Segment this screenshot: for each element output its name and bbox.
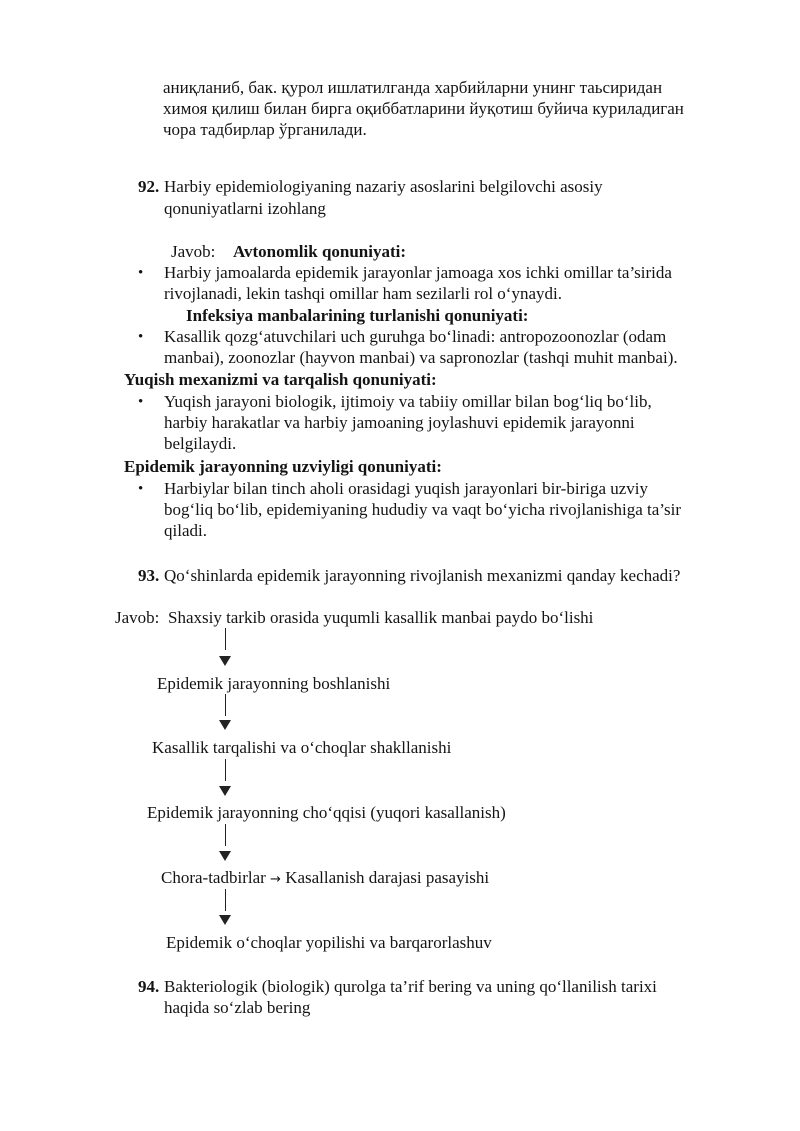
- intro-line: химоя қилиш билан бирга оқиббатларини йуқотиш буйича куриладиган: [163, 99, 684, 118]
- bullet-line: harbiy harakatlar va harbiy jamoaning joylashuvi epidemik jarayonni: [164, 413, 635, 432]
- section-heading: Epidemik jarayonning uzviyligi qonuniyati:: [124, 457, 442, 476]
- bullet-line: qiladi.: [164, 521, 207, 540]
- arrow-down-icon: [219, 656, 231, 666]
- flow-connector: [225, 628, 226, 650]
- question-text-line: Bakteriologik (biologik) qurolga ta’rif bering va uning qoʻllanilish tarixi: [164, 977, 657, 996]
- bullet-text: [164, 391, 652, 454]
- question-number: 93.: [138, 566, 160, 585]
- bullet-text: [164, 262, 672, 304]
- answer-label: Javob:: [171, 242, 216, 261]
- flow-connector: [225, 694, 226, 716]
- arrow-down-icon: [219, 786, 231, 796]
- bullet-text: [164, 326, 678, 368]
- bullet-line: manbai), zoonozlar (hayvon manbai) va sapronozlar (tashqi muhit manbai).: [164, 348, 678, 367]
- bullet-text: [164, 478, 681, 541]
- intro-paragraph: [163, 77, 763, 140]
- intro-line: аниқланиб, бак. қурол ишлатилганда харбийларни унинг таьсиридан: [163, 78, 663, 97]
- question-text-line: haqida soʻzlab bering: [164, 998, 311, 1017]
- flow-step: [161, 867, 489, 890]
- flow-step: Shaxsiy tarkib orasida yuqumli kasallik manbai paydo boʻlishi: [168, 608, 594, 627]
- question-text-line: Qoʻshinlarda epidemik jarayonning rivojlanish mexanizmi qanday kechadi?: [164, 566, 681, 585]
- bullet-line: Harbiy jamoalarda epidemik jarayonlar jamoaga xos ichki omillar ta’sirida: [164, 263, 672, 282]
- bullet-icon: •: [138, 265, 144, 281]
- flow-connector: [225, 889, 226, 911]
- bullet-icon: •: [138, 329, 144, 345]
- bullet-line: Yuqish jarayoni biologik, ijtimoiy va tabiiy omillar bilan bogʻliq boʻlib,: [164, 392, 652, 411]
- question-number: 94.: [138, 977, 160, 996]
- question-number: 92.: [138, 177, 160, 196]
- flow-step: Epidemik jarayonning boshlanishi: [157, 674, 391, 693]
- bullet-line: rivojlanadi, lekin tashqi omillar ham sezilarli rol oʻynaydi.: [164, 284, 562, 303]
- arrow-down-icon: [219, 915, 231, 925]
- question-text-line: qonuniyatlarni izohlang: [164, 199, 326, 218]
- flow-step-part: Kasallanish darajasi pasayishi: [285, 868, 490, 887]
- bullet-line: belgilaydi.: [164, 434, 237, 453]
- bullet-icon: •: [138, 394, 144, 410]
- section-heading: Avtonomlik qonuniyati:: [233, 242, 407, 261]
- flow-connector: [225, 759, 226, 781]
- bullet-icon: •: [138, 481, 144, 497]
- flow-connector: [225, 824, 226, 846]
- flow-answer-label: Javob:: [115, 608, 160, 627]
- flow-step: Epidemik jarayonning choʻqqisi (yuqori kasallanish): [147, 803, 506, 822]
- arrow-down-icon: [219, 720, 231, 730]
- bullet-line: Harbiylar bilan tinch aholi orasidagi yuqish jarayonlari bir-biriga uzviy: [164, 479, 649, 498]
- flow-step: Epidemik oʻchoqlar yopilishi va barqarorlashuv: [166, 933, 492, 952]
- arrow-right-icon: →: [270, 872, 281, 887]
- intro-line: чора тадбирлар ўрганилади.: [163, 120, 367, 139]
- section-heading: Yuqish mexanizmi va tarqalish qonuniyati:: [124, 370, 437, 389]
- question-text-line: Harbiy epidemiologiyaning nazariy asoslarini belgilovchi asosiy: [164, 177, 603, 196]
- bullet-line: Kasallik qozgʻatuvchilari uch guruhga boʻlinadi: antropozoonozlar (odam: [164, 327, 667, 346]
- bullet-line: bogʻliq boʻlib, epidemiyaning hududiy va vaqt boʻyicha rivojlanishiga ta’sir: [164, 500, 681, 519]
- flow-step-part: Chora-tadbirlar: [161, 868, 266, 887]
- arrow-down-icon: [219, 851, 231, 861]
- flow-step: Kasallik tarqalishi va oʻchoqlar shakllanishi: [152, 738, 452, 757]
- section-heading: Infeksiya manbalarining turlanishi qonuniyati:: [186, 306, 529, 325]
